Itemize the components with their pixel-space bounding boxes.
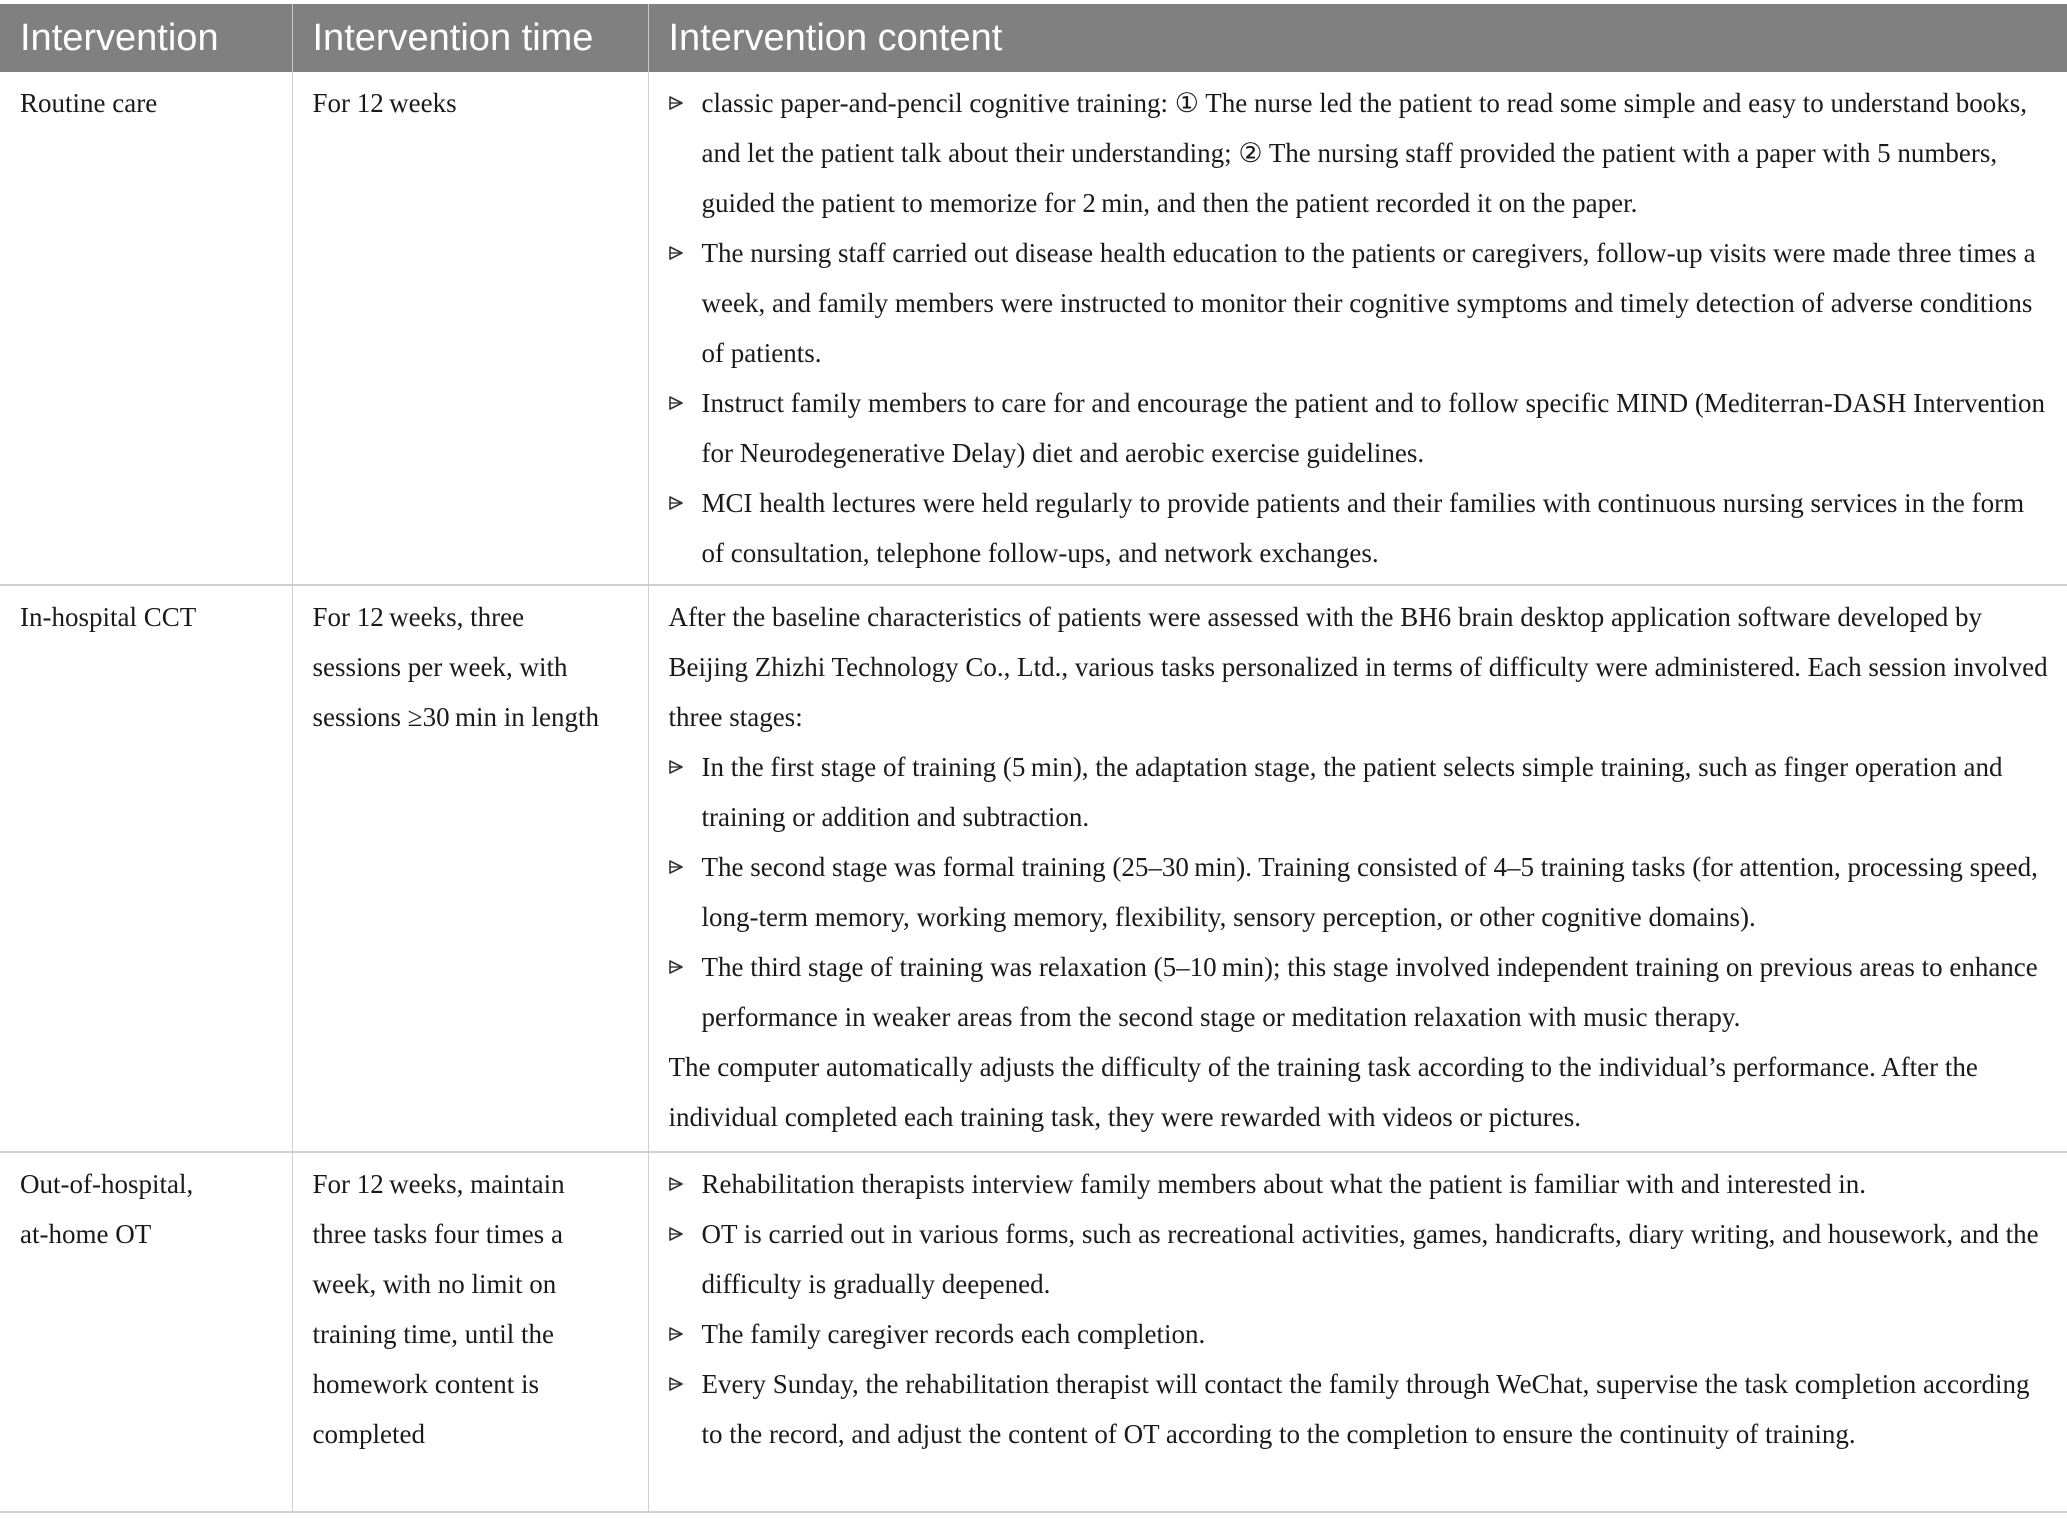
- content-bullet-item: [669, 78, 2050, 228]
- arrowhead-bullet-icon: [669, 1309, 691, 1359]
- arrowhead-bullet-icon: [669, 1159, 691, 1209]
- arrowhead-bullet-icon: [669, 842, 691, 892]
- intervention-time-line: training time, until the: [312, 1319, 554, 1349]
- bullet-text: The third stage of training was relaxation (5–10 min); this stage involved independent training on previous areas to enhance performance in weaker areas from the second stage or meditation relaxation with music therapy.: [701, 952, 2038, 1032]
- arrowhead-bullet-icon: [669, 742, 691, 792]
- content-bullet-item: [669, 742, 2050, 842]
- intervention-name-line: Out-of-hospital,: [20, 1169, 194, 1199]
- content-intro: After the baseline characteristics of patients were assessed with the BH6 brain desktop application software developed by Beijing Zhizhi Technology Co., Ltd., various tasks personalized in terms of difficulty were administered. Each session involved three stages:: [668, 602, 2048, 732]
- arrowhead-bullet-icon: [669, 1359, 691, 1409]
- arrowhead-bullet-icon: [669, 78, 691, 128]
- intervention-content-cell: [648, 1152, 2067, 1512]
- intervention-name-line: at-home OT: [20, 1219, 152, 1249]
- content-bullet-item: [669, 1209, 2050, 1309]
- table-row: [0, 72, 2067, 585]
- intervention-time-line: sessions per week, with: [312, 652, 568, 682]
- intervention-time-line: homework content is: [312, 1369, 539, 1399]
- bullet-text: The family caregiver records each completion.: [701, 1319, 1206, 1349]
- header-intervention-content: Intervention content: [648, 4, 2067, 72]
- intervention-time-line: completed: [312, 1419, 425, 1449]
- content-bullet-item: [669, 228, 2050, 378]
- arrowhead-bullet-icon: [669, 1209, 691, 1259]
- intervention-time-line: sessions ≥30 min in length: [312, 702, 599, 732]
- content-bullet-list: [669, 78, 2050, 578]
- arrowhead-bullet-icon: [669, 228, 691, 278]
- header-intervention-time: Intervention time: [292, 4, 648, 72]
- intervention-time-line: For 12 weeks: [312, 88, 457, 118]
- intervention-name-line: Routine care: [20, 88, 158, 118]
- intervention-time-line: For 12 weeks, three: [312, 602, 525, 632]
- intervention-time-cell: [292, 585, 648, 1152]
- content-bullet-item: [669, 1359, 2050, 1459]
- content-bullet-list: [669, 742, 2050, 1042]
- intervention-name-line: In-hospital CCT: [20, 602, 197, 632]
- bullet-text: In the first stage of training (5 min), the adaptation stage, the patient selects simple training, such as finger operation and training or addition and subtraction.: [701, 752, 2003, 832]
- bullet-text: Instruct family members to care for and encourage the patient and to follow specific MIND (Mediterran-DASH Intervention for Neurodegenerative Delay) diet and aerobic exercise guidelines.: [701, 388, 2046, 468]
- bullet-text: The nursing staff carried out disease health education to the patients or caregivers, follow-up visits were made three times a week, and family members were instructed to monitor their cognitive symptoms and timely detection of adverse conditions of patients.: [701, 238, 2036, 368]
- content-bullet-item: [669, 1159, 2050, 1209]
- bullet-text: Every Sunday, the rehabilitation therapist will contact the family through WeChat, supervise the task completion according to the record, and adjust the content of OT according to the completion to ensure the continuity of training.: [701, 1369, 2030, 1449]
- table-row: [0, 1152, 2067, 1512]
- intervention-cell: [0, 1152, 292, 1512]
- arrowhead-bullet-icon: [669, 942, 691, 992]
- content-bullet-item: [669, 942, 2050, 1042]
- bullet-text: Rehabilitation therapists interview family members about what the patient is familiar with and interested in.: [701, 1169, 1866, 1199]
- interventions-table: [0, 4, 2067, 1513]
- content-bullet-list: [669, 1159, 2050, 1459]
- intervention-time-line: three tasks four times a: [312, 1219, 563, 1249]
- table-header-row: [0, 4, 2067, 72]
- arrowhead-bullet-icon: [669, 378, 691, 428]
- intervention-cell: [0, 585, 292, 1152]
- content-bullet-item: [669, 478, 2050, 578]
- content-bullet-item: [669, 378, 2050, 478]
- arrowhead-bullet-icon: [669, 478, 691, 528]
- table-row: [0, 585, 2067, 1152]
- intervention-time-line: For 12 weeks, maintain: [312, 1169, 565, 1199]
- intervention-cell: [0, 72, 292, 585]
- content-bullet-item: [669, 1309, 2050, 1359]
- bullet-text: The second stage was formal training (25–30 min). Training consisted of 4–5 training tasks (for attention, processing speed, long-term memory, working memory, flexibility, sensory perception, or other cognitive domains).: [701, 852, 2038, 932]
- table-body: [0, 72, 2067, 1512]
- intervention-time-cell: [292, 1152, 648, 1512]
- bullet-text: MCI health lectures were held regularly to provide patients and their families with continuous nursing services in the form of consultation, telephone follow-ups, and network exchanges.: [701, 488, 2025, 568]
- bullet-text: OT is carried out in various forms, such as recreational activities, games, handicrafts, diary writing, and housework, and the difficulty is gradually deepened.: [701, 1219, 2039, 1299]
- bullet-text: classic paper-and-pencil cognitive training: ① The nurse led the patient to read some simple and easy to understand books, and let the patient talk about their understanding; ② The nursing staff provided the patient with a paper with 5 numbers, guided the patient to memorize for 2 min, and then the patient recorded it on the paper.: [701, 88, 2028, 218]
- content-outro: The computer automatically adjusts the difficulty of the training task according to the individual’s performance. After the individual completed each training task, they were rewarded with videos or pictures.: [668, 1052, 1978, 1132]
- intervention-time-line: week, with no limit on: [312, 1269, 557, 1299]
- intervention-content-cell: [648, 585, 2067, 1152]
- intervention-content-cell: [648, 72, 2067, 585]
- intervention-time-cell: [292, 72, 648, 585]
- content-bullet-item: [669, 842, 2050, 942]
- header-intervention: Intervention: [0, 4, 292, 72]
